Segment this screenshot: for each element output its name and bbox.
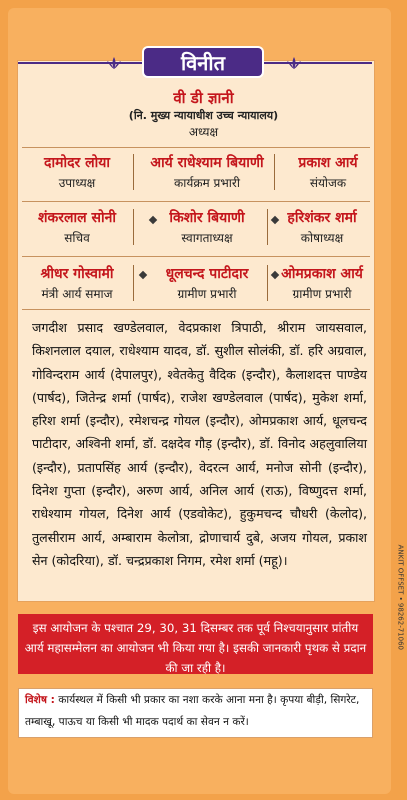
office-bearer-name: किशोर बियाणी	[169, 210, 245, 226]
chief-role: अध्यक्ष	[188, 125, 219, 139]
event-notice: इस आयोजन के पश्चात 29, 30, 31 दिसम्बर तक पूर्व निश्चयानुसार प्रांतीय आर्य महासम्मेलन का आयोजन भी किया गया है। इसकी जानकारी पृथक से प्रदान की जा रही है।	[18, 614, 373, 674]
column-divider	[267, 265, 268, 301]
row-divider	[22, 201, 370, 202]
row-divider	[22, 147, 370, 148]
special-warning	[18, 688, 373, 738]
office-bearer-name: हरिशंकर शर्मा	[287, 210, 357, 226]
column-divider	[133, 209, 134, 245]
office-bearer-name: श्रीधर गोस्वामी	[40, 266, 114, 282]
office-bearer-role: कोषाध्यक्ष	[300, 231, 344, 245]
column-divider	[267, 209, 268, 245]
office-bearer-name: शंकरलाल सोनी	[38, 210, 116, 226]
office-bearer	[132, 264, 282, 302]
chief-subtitle: (नि. मुख्य न्यायाधीश उच्च न्यायालय)	[128, 109, 279, 122]
lotus-icon	[286, 56, 302, 70]
page-title: विनीत	[144, 48, 262, 76]
chief-name: वी डी ज्ञानी	[173, 89, 234, 107]
office-bearer-role: मंत्री आर्य समाज	[41, 287, 113, 301]
row-divider	[22, 309, 370, 310]
office-bearer-role: संयोजक	[309, 176, 347, 190]
office-bearer	[270, 264, 374, 302]
office-bearer	[22, 208, 132, 246]
column-divider	[274, 154, 275, 190]
office-bearer-role: ग्रामीण प्रभारी	[177, 287, 237, 301]
warning-label: विशेष :	[25, 694, 55, 706]
printer-credit: ANKIT OFFSET • 98262-71060	[396, 544, 404, 650]
warning-text: कार्यस्थल में किसी भी प्रकार का नशा करके आना मना है। कृपया बीड़ी, सिगरेट, तम्बाखू, पाऊच या किसी भी मादक पदार्थ का सेवन न करें।	[25, 694, 360, 728]
header-rule-left	[18, 62, 144, 64]
office-bearer	[282, 153, 374, 191]
header-rule-right	[262, 62, 372, 64]
office-bearer-role: उपाध्यक्ष	[58, 176, 96, 190]
office-bearer	[270, 208, 374, 246]
lotus-icon	[106, 56, 122, 70]
office-bearer	[132, 208, 282, 246]
column-divider	[133, 265, 134, 301]
office-bearer-role: ग्रामीण प्रभारी	[292, 287, 352, 301]
row-divider	[22, 256, 370, 257]
office-bearer-role: स्वागताध्यक्ष	[181, 231, 233, 245]
office-bearer-name: दामोदर लोया	[44, 155, 110, 171]
office-bearer-name: प्रकाश आर्य	[298, 155, 358, 171]
office-bearer-role: सचिव	[64, 231, 90, 245]
office-bearer-name: आर्य राधेश्याम बियाणी	[150, 155, 264, 171]
chief-block	[0, 88, 407, 140]
office-bearer-name: ओमप्रकाश आर्य	[281, 266, 363, 282]
office-bearer	[22, 153, 132, 191]
members-list: जगदीश प्रसाद खण्डेलवाल, वेदप्रकाश त्रिपाठी, श्रीराम जायसवाल, किशनलाल दयाल, राधेश्याम यादव, डॉ. सुशील सोलंकी, डॉ. हरि अग्रवाल, गोविन्दराम आर्य (देपालपुर), श्वेतकेतु वैदिक (इन्दौर), कैलाशदत्त पाण्डेय (पार्षद), जितेन्द्र शर्मा (पार्षद), राजेश खण्डेलवाल (पार्षद), मुकेश शर्मा, हरिश शर्मा (इन्दौर), रमेशचन्द्र गोयल (इन्दौर), ओमप्रकाश आर्य, धूलचन्द पाटीदार, अश्विनी शर्मा, डॉ. दक्षदेव गौड़ (इन्दौर), डॉ. विनोद अहलुवालिया (इन्दौर), प्रतापसिंह आर्य (इन्दौर), वेदरत्न आर्य, मनोज सोनी (इन्दौर), दिनेश गुप्ता (इन्दौर), अरुण आर्य, अनिल आर्य (राऊ), विष्णुदत्त शर्मा, राधेश्याम गोयल, दिनेश आर्य (एडवोकेट), हुकुमचन्द चौधरी (केलोद), तुलसीराम आर्य, अम्बाराम केलोत्रा, द्रोणाचार्य दुबे, अजय गोयल, प्रकाश सेन (कोदरिया), डॉ. चन्द्रप्रकाश निगम, रमेश शर्मा (महू)।	[32, 320, 367, 568]
office-bearer	[132, 153, 282, 191]
column-divider	[133, 154, 134, 190]
office-bearer-name: धूलचन्द पाटीदार	[165, 266, 249, 282]
office-bearer-role: कार्यक्रम प्रभारी	[174, 176, 240, 190]
office-bearer	[22, 264, 132, 302]
